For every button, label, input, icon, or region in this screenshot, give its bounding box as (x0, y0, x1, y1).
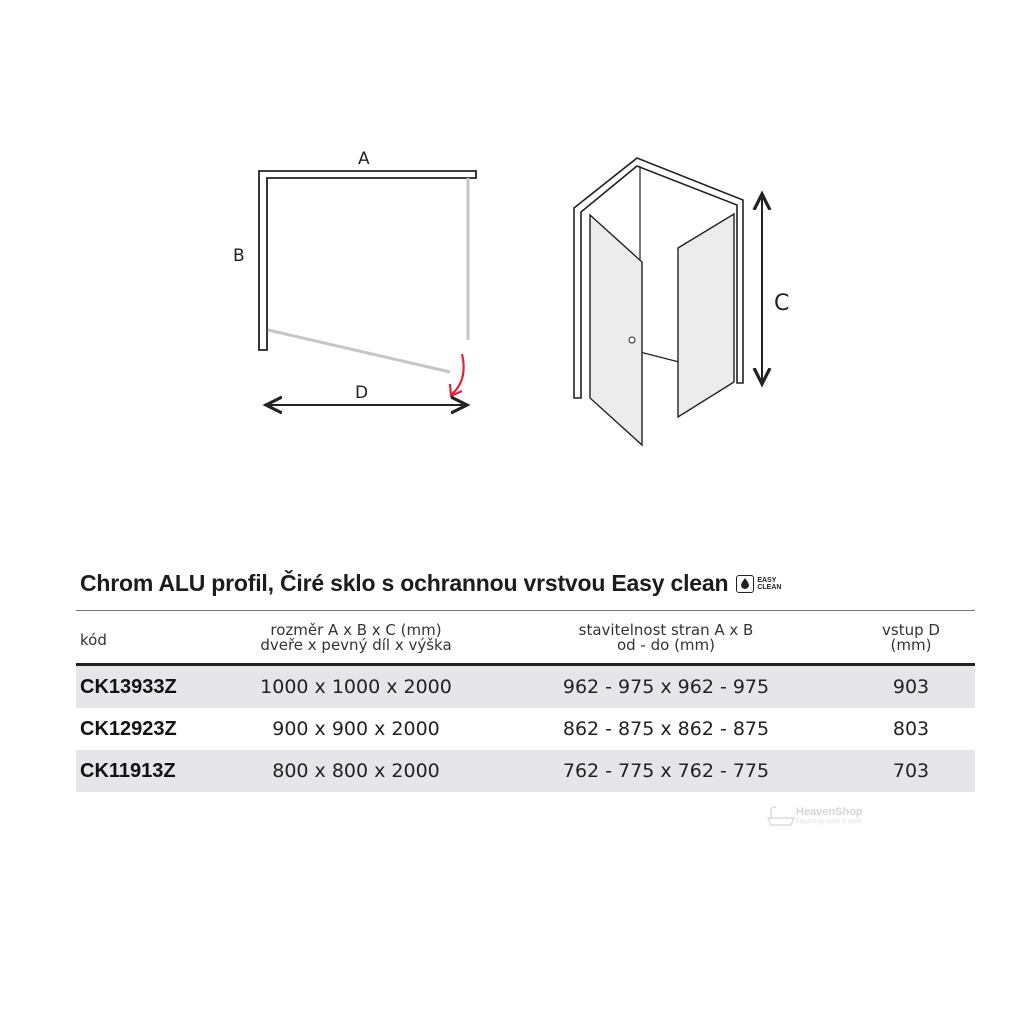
shower-diagram (0, 0, 1024, 470)
label-a: A (358, 149, 370, 169)
row-size: 900 x 900 x 2000 (272, 718, 440, 740)
row-size: 1000 x 1000 x 2000 (260, 676, 452, 698)
row-adjustment: 762 - 775 x 762 - 775 (562, 760, 770, 782)
plan-door-panel (268, 330, 450, 372)
row-code: CK12923Z (80, 718, 177, 740)
water-drop-icon (736, 575, 754, 593)
floor-line (640, 352, 679, 362)
product-title-row (80, 570, 781, 597)
easy-clean-badge (736, 575, 781, 593)
header-door-entry (856, 623, 966, 653)
row-door-entry: 903 (892, 676, 930, 698)
easy-clean-line2: CLEAN (757, 583, 782, 591)
row-size: 800 x 800 x 2000 (272, 760, 440, 782)
row-adjustment: 862 - 875 x 862 - 875 (562, 718, 770, 740)
table-row (76, 708, 975, 750)
watermark-tagline: koupelny nebe v mele (796, 818, 863, 825)
table-row (76, 750, 975, 792)
header-adjustment (516, 623, 816, 653)
left-door-panel (590, 215, 642, 445)
label-d: D (355, 383, 369, 403)
row-adjustment: 962 - 975 x 962 - 975 (562, 676, 770, 698)
door-swing-arrow (452, 354, 464, 394)
row-code: CK11913Z (80, 760, 176, 782)
perspective-view (574, 158, 789, 445)
plan-frame (259, 171, 476, 350)
plan-view (233, 149, 476, 405)
header-size (206, 623, 506, 653)
table-header (76, 611, 975, 666)
easy-clean-text (757, 577, 781, 591)
label-b: B (233, 246, 245, 266)
label-c: C (774, 291, 790, 316)
header-size-line2: dveře x pevný díl x výška (260, 636, 452, 654)
header-adjustment-line2: od - do (mm) (616, 636, 716, 654)
row-door-entry: 803 (892, 718, 930, 740)
product-table (76, 610, 975, 792)
header-door-line1: vstup D (882, 621, 940, 639)
row-door-entry: 703 (892, 760, 930, 782)
easy-clean-line1: EASY (757, 576, 777, 584)
row-code: CK13933Z (80, 676, 177, 698)
header-adjustment-line1: stavitelnost stran A x B (578, 621, 754, 639)
header-code: kód (80, 631, 107, 649)
header-size-line1: rozměr A x B x C (mm) (270, 621, 442, 639)
watermark (766, 806, 863, 828)
product-title: Chrom ALU profil, Čiré sklo s ochrannou vrstvou Easy clean (80, 570, 729, 596)
door-knob (629, 337, 635, 343)
right-door-panel (678, 214, 734, 417)
header-door-line2: (mm) (890, 636, 932, 654)
bathtub-icon (766, 806, 796, 828)
watermark-name: HeavenShop (796, 806, 863, 818)
table-row (76, 666, 975, 708)
